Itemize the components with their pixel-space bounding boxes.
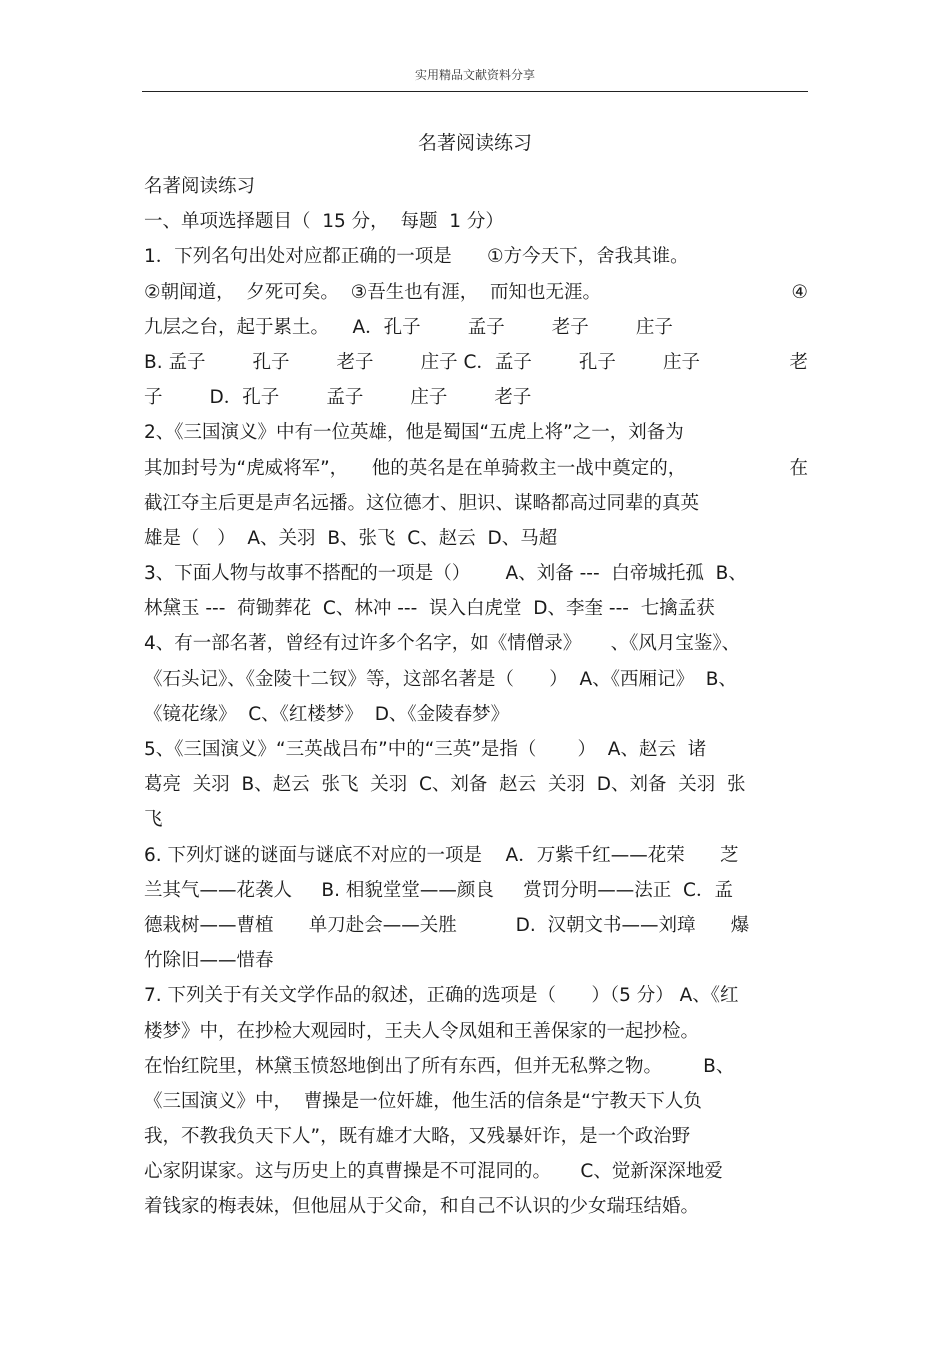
- text-segment: ②朝闻道， 夕死可矣。 ③吾生也有涯， 而知也无涯。: [144, 281, 601, 303]
- text-line: 7. 下列关于有关文学作品的叙述，正确的选项是（ ）（5 分） A、《红: [144, 985, 739, 1007]
- text-line: 1．下列名句出处对应都正确的一项是 ①方今天下，舍我其谁。: [144, 246, 689, 268]
- text-line: [144, 345, 808, 380]
- text-line: 德栽树——曹植 单刀赴会——关胜 D. 汉朝文书——刘璋 爆: [144, 914, 750, 936]
- text-line: 截江夺主后更是声名远播。这位德才、胆识、谋略都高过同辈的真英: [144, 492, 700, 514]
- text-line: 雄是（ ） A、关羽 B、张飞 C、赵云 D、马超: [144, 527, 558, 549]
- text-line: 5、《三国演义》“三英战吕布”中的“三英”是指（ ） A、赵云 诸: [144, 739, 707, 760]
- text-line: 林黛玉 --- 荷锄葬花 C、林冲 --- 误入白虎堂 D、李奎 --- 七擒孟获: [144, 598, 715, 620]
- section-heading: 名著阅读练习: [144, 176, 256, 197]
- document-body: [144, 169, 808, 1225]
- header-divider: [142, 91, 808, 92]
- text-line: 兰其气——花袭人 B. 相貌堂堂——颜良 赏罚分明——法正 C．孟: [144, 879, 733, 901]
- text-line: [144, 451, 808, 486]
- text-segment: 在: [789, 457, 808, 479]
- text-segment: B. 孟子 孔子 老子 庄子 C．孟子 孔子 庄子: [144, 351, 700, 373]
- text-line: 《镜花缘》 C、《红楼梦》 D、《金陵春梦》: [144, 703, 510, 725]
- text-segment: ④: [791, 281, 808, 303]
- text-line: 《石头记》、《金陵十二钗》等，这部名著是（ ） A、《西厢记》 B、: [144, 668, 737, 690]
- text-line: 4、有一部名著，曾经有过许多个名字，如《情僧录》 、《风月宝鉴》、: [144, 633, 741, 655]
- text-line: 6. 下列灯谜的谜面与谜底不对应的一项是 A．万紫千红——花荣 芝: [144, 844, 739, 866]
- text-line: 在怡红院里，林黛玉愤怒地倒出了所有东西，但并无私弊之物。 B、: [144, 1055, 735, 1077]
- text-line: 3、下面人物与故事不搭配的一项是（） A、刘备 --- 白帝城托孤 B、: [144, 563, 747, 585]
- text-line: 九层之台，起于累土。 A．孔子 孟子 老子 庄子: [144, 316, 673, 338]
- text-segment: 其加封号为“虎威将军”， 他的英名是在单骑救主一战中奠定的，: [144, 457, 687, 479]
- text-line: 竹除旧——惜春: [144, 950, 274, 972]
- text-line: 子 D．孔子 孟子 庄子 老子: [144, 387, 532, 409]
- text-segment: 老: [789, 351, 808, 373]
- text-line: 着钱家的梅表妹，但他屈从于父命，和自己不认识的少女瑞珏结婚。: [144, 1196, 700, 1218]
- text-line: 楼梦》中，在抄检大观园时，王夫人令凤姐和王善保家的一起抄检。: [144, 1020, 700, 1042]
- text-line: 我，不教我负天下人”，既有雄才大略，又残暴奸诈，是一个政治野: [144, 1126, 691, 1148]
- text-line: [144, 275, 808, 310]
- text-line: 葛亮 关羽 B、赵云 张飞 关羽 C、刘备 赵云 关羽 D、刘备 关羽 张: [144, 774, 746, 796]
- page-header: 实用精品文献资料分享: [414, 68, 535, 82]
- text-line: 飞: [144, 809, 163, 831]
- text-line: 《三国演义》中， 曹操是一位奸雄，他生活的信条是“宁教天下人负: [144, 1090, 702, 1112]
- question-section-heading: 一、单项选择题目（ 15 分， 每题 1 分）: [144, 211, 504, 233]
- text-line: 2、《三国演义》中有一位英雄，他是蜀国“五虎上将”之一，刘备为: [144, 422, 684, 444]
- page-title: 名著阅读练习: [417, 132, 532, 154]
- text-line: 心家阴谋家。这与历史上的真曹操是不可混同的。 C、觉新深深地爱: [144, 1161, 723, 1183]
